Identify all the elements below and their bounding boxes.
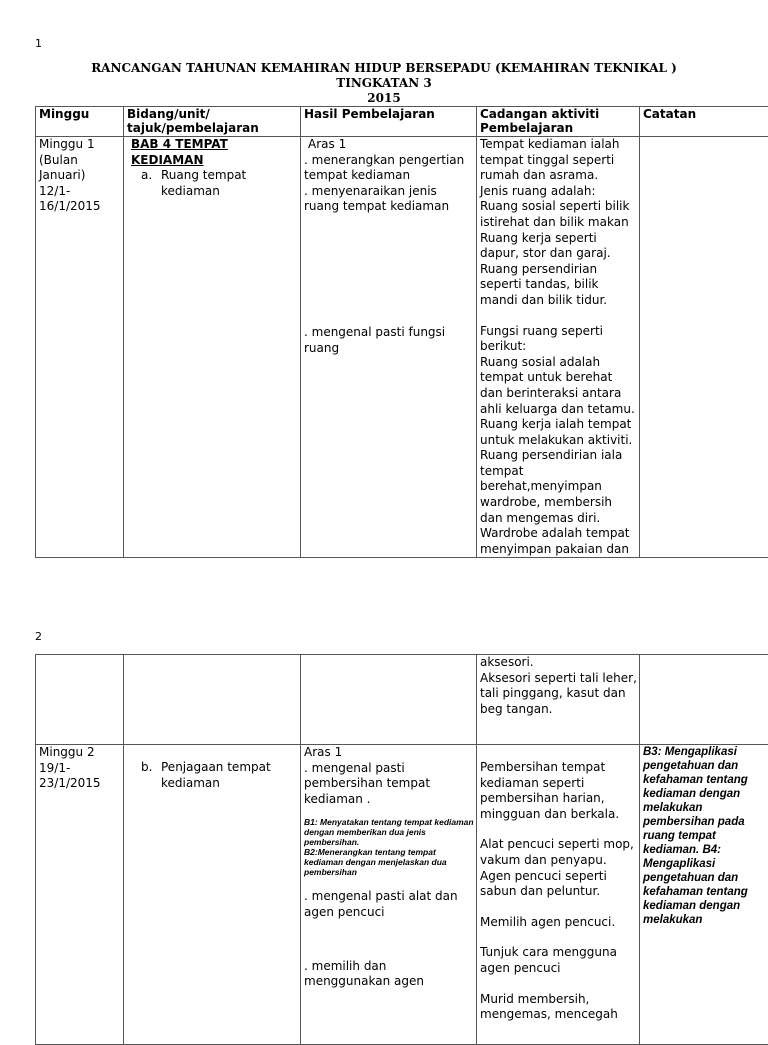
cell-minggu [36,137,124,558]
document-subtitle-year: 2015 [0,91,768,106]
document-subtitle-form: TINGKATAN 3 [0,76,768,91]
activity-text: Ruang kerja seperti dapur, stor dan garaj. [480,231,637,262]
minggu-line: Januari) [39,168,121,184]
minggu-line: Minggu 2 [39,745,121,761]
aras-label: Aras 1 [304,745,474,761]
minggu-line: 16/1/2015 [39,199,121,215]
activity-text: Pembersihan tempat kediaman seperti pembersihan harian, mingguan dan berkala. [480,760,637,822]
activity-text: Wardrobe adalah tempat menyimpan pakaian dan [480,526,637,557]
minggu-line: 12/1- [39,184,121,200]
activity-text: Fungsi ruang seperti berikut: [480,324,637,355]
cell-catatan [640,745,768,1045]
header-cadangan: Cadangan aktiviti Pembelajaran [477,107,640,137]
page-number-2: 2 [35,629,42,645]
chapter-title: BAB 4 TEMPAT KEDIAMAN [127,137,231,168]
cell-bidang [124,655,301,745]
activity-text: Memilih agen pencuci. [480,915,637,931]
cell-hasil [301,745,477,1045]
cell-cadangan [477,745,640,1045]
activity-text: Tempat kediaman ialah tempat tinggal seperti rumah dan asrama. [480,137,637,184]
outcome-1: . mengenal pasti pembersihan tempat kediaman . [304,761,474,808]
outcome-2: . menyenaraikan jenis ruang tempat kediaman [304,184,474,215]
activity-text: Ruang kerja ialah tempat untuk melakukan aktiviti. [480,417,637,448]
activity-text: Jenis ruang adalah: [480,184,637,200]
cell-bidang [124,137,301,558]
item-marker: b. [141,760,161,791]
cell-hasil [301,655,477,745]
item-text: Penjagaan tempat kediaman [161,760,291,791]
cell-bidang [124,745,301,1045]
activity-text: Agen pencuci seperti sabun dan peluntur. [480,869,637,900]
band-b2-note: B2:Menerangkan tentang tempat kediaman dengan menjelaskan dua pembersihan [304,847,474,877]
header-bidang: Bidang/unit/ tajuk/pembelajaran [124,107,301,137]
activity-text: Alat pencuci seperti mop, vakum dan penyapu. [480,837,637,868]
cell-minggu [36,655,124,745]
plan-table-page2 [35,654,768,1045]
activity-text: aksesori. [480,655,637,671]
bidang-item [127,760,298,791]
minggu-line: 19/1- [39,761,121,777]
outcome-2: . mengenal pasti alat dan agen pencuci [304,889,474,920]
minggu-line: 23/1/2015 [39,776,121,792]
document-title: RANCANGAN TAHUNAN KEMAHIRAN HIDUP BERSEPADU (KEMAHIRAN TEKNIKAL ) [0,61,768,76]
aras-label: Aras 1 [304,137,474,153]
table-row [36,745,768,1045]
header-catatan: Catatan [640,107,768,137]
cell-minggu [36,745,124,1045]
band-remarks: B3: Mengaplikasi pengetahuan dan kefahaman tentang kediaman dengan melakukan pembersihan pada ruang tempat kediaman. B4: Mengaplikasi pengetahuan dan kefahaman tentang kediaman dengan melakukan [643,745,753,927]
item-marker: a. [141,168,161,199]
cell-hasil [301,137,477,558]
bidang-item [127,168,298,199]
item-text: Ruang tempat kediaman [161,168,271,199]
table-row [36,655,768,745]
activity-text: Ruang sosial seperti bilik istirehat dan bilik makan [480,199,637,230]
table-header-row [36,107,768,137]
activity-text: Murid membersih, mengemas, mencegah [480,992,637,1023]
outcome-1: . menerangkan pengertian tempat kediaman [304,153,474,184]
table-row [36,137,768,558]
activity-text: Tunjuk cara mengguna agen pencuci [480,945,637,976]
minggu-line: Minggu 1 [39,137,121,153]
outcome-3: . memilih dan menggunakan agen [304,959,474,990]
band-b1-note: B1: Menyatakan tentang tempat kediaman dengan memberikan dua jenis pembersihan. [304,817,474,847]
page-number-1: 1 [35,36,42,52]
cell-cadangan [477,655,640,745]
plan-table-page1 [35,106,768,558]
cell-cadangan [477,137,640,558]
header-minggu: Minggu [36,107,124,137]
cell-catatan [640,655,768,745]
activity-text: Ruang persendirian iala tempat berehat,menyimpan wardrobe, membersih dan mengemas diri. [480,448,637,526]
activity-text: Ruang sosial adalah tempat untuk berehat dan berinteraksi antara ahli keluarga dan tetamu. [480,355,637,417]
activity-text: Aksesori seperti tali leher, tali pinggang, kasut dan beg tangan. [480,671,637,718]
cell-catatan [640,137,768,558]
outcome-3: . mengenal pasti fungsi ruang [304,325,474,356]
activity-text: Ruang persendirian seperti tandas, bilik mandi dan bilik tidur. [480,262,637,309]
minggu-line: (Bulan [39,153,121,169]
header-hasil: Hasil Pembelajaran [301,107,477,137]
